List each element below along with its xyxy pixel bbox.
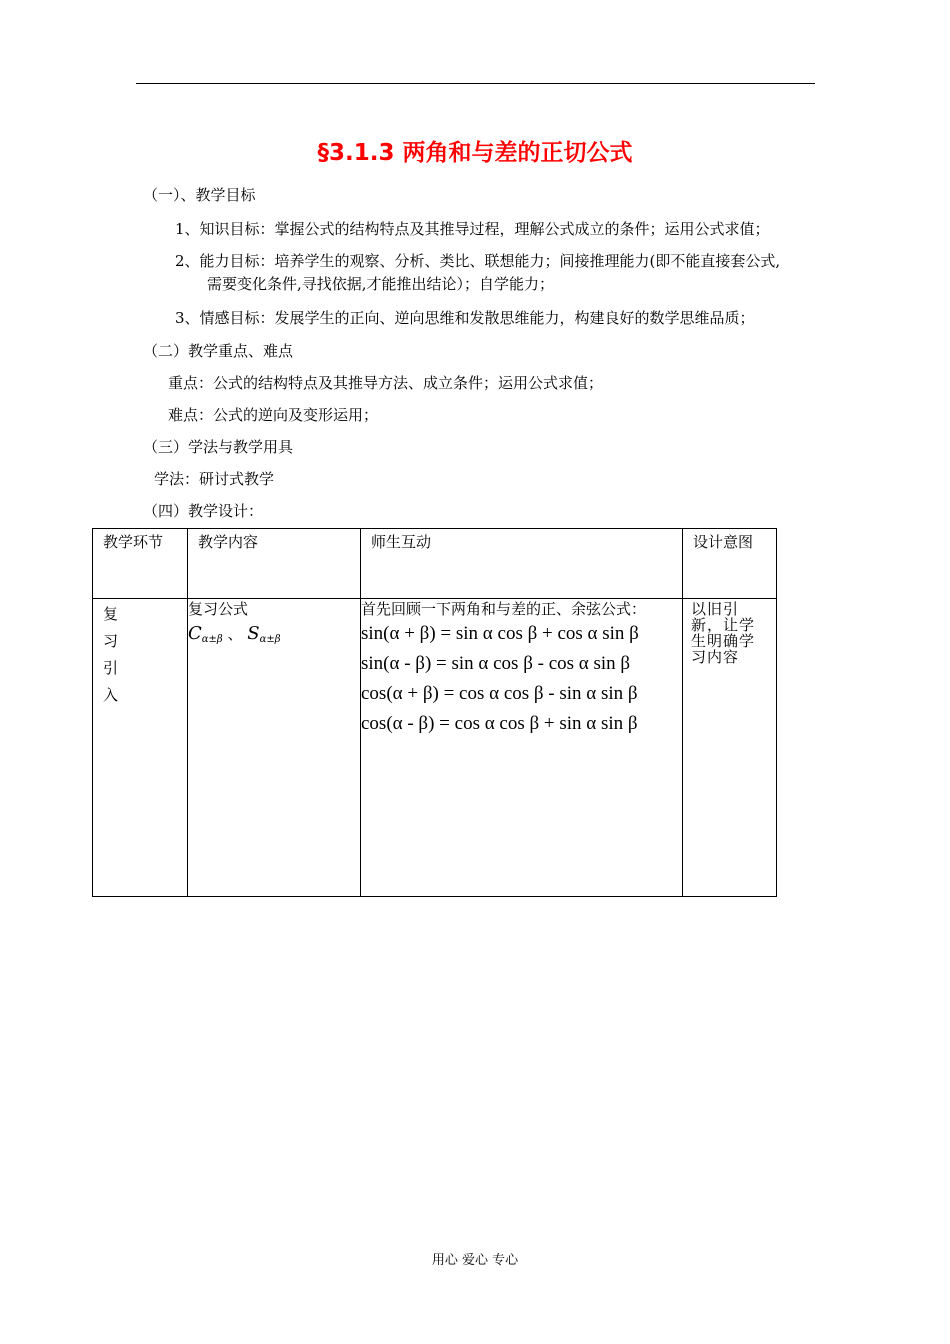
stage-char: 复 <box>103 605 119 623</box>
ability-goal-line1: 2、能力目标：培养学生的观察、分析、类比、联想能力；间接推理能力(即不能直接套公式, <box>175 252 781 270</box>
content-label: 复习公式 <box>188 600 249 618</box>
intent-text: 以旧引新，让学生明确学习内容 <box>691 600 756 666</box>
content-formula-symbols: $C_{\alpha\pm\beta}$ 、 $S_{\alpha\pm\beta}$ <box>188 623 281 645</box>
interaction-intro: 首先回顾一下两角和与差的正、余弦公式： <box>361 600 647 618</box>
formula-sin-diff: sin(α - β) = sin α cos β - cos α sin β <box>361 653 631 674</box>
table-header-row <box>93 529 777 599</box>
formula-cos-sum: cos(α + β) = cos α cos β - sin α sin β <box>361 683 638 704</box>
emotion-goal: 3、情感目标：发展学生的正向、逆向思维和发散思维能力，构建良好的数学思维品质； <box>175 309 755 327</box>
header-cell-interaction: 师生互动 <box>361 529 683 599</box>
table-row <box>93 599 777 897</box>
formula-sin-sum: sin(α + β) = sin α cos β + cos α sin β <box>361 623 639 644</box>
learning-method-text: 学法：研讨式教学 <box>154 470 275 488</box>
knowledge-goal: 1、知识目标：掌握公式的结构特点及其推导过程，理解公式成立的条件；运用公式求值； <box>175 220 770 238</box>
document-title: §3.1.3 两角和与差的正切公式 <box>317 140 633 166</box>
stage-char: 引 <box>103 659 119 677</box>
teaching-design-table <box>92 528 777 897</box>
difficulty-text: 难点：公式的逆向及变形运用； <box>168 406 379 424</box>
formula-cos-diff: cos(α - β) = cos α cos β + sin α sin β <box>361 713 638 734</box>
interaction-cell <box>361 599 683 897</box>
section-methods-heading: （三）学法与教学用具 <box>143 438 294 456</box>
header-cell-stage: 教学环节 <box>93 529 188 599</box>
page-footer: 用心 爱心 专心 <box>431 1253 519 1268</box>
section-objectives-heading: （一）、教学目标 <box>143 186 256 204</box>
content-cell <box>188 599 361 897</box>
header-cell-content: 教学内容 <box>188 529 361 599</box>
stage-char: 入 <box>103 686 119 704</box>
section-design-heading: （四）教学设计： <box>143 502 264 520</box>
intent-cell <box>683 599 777 897</box>
header-cell-intent: 设计意图 <box>683 529 777 599</box>
section-key-points-heading: （二）教学重点、难点 <box>143 342 294 360</box>
ability-goal-line2: 需要变化条件,寻找依据,才能推出结论）；自学能力； <box>207 275 555 293</box>
stage-char: 习 <box>103 632 119 650</box>
stage-cell <box>93 599 188 897</box>
header-rule <box>136 83 815 84</box>
key-point-text: 重点：公式的结构特点及其推导方法、成立条件；运用公式求值； <box>168 374 604 392</box>
